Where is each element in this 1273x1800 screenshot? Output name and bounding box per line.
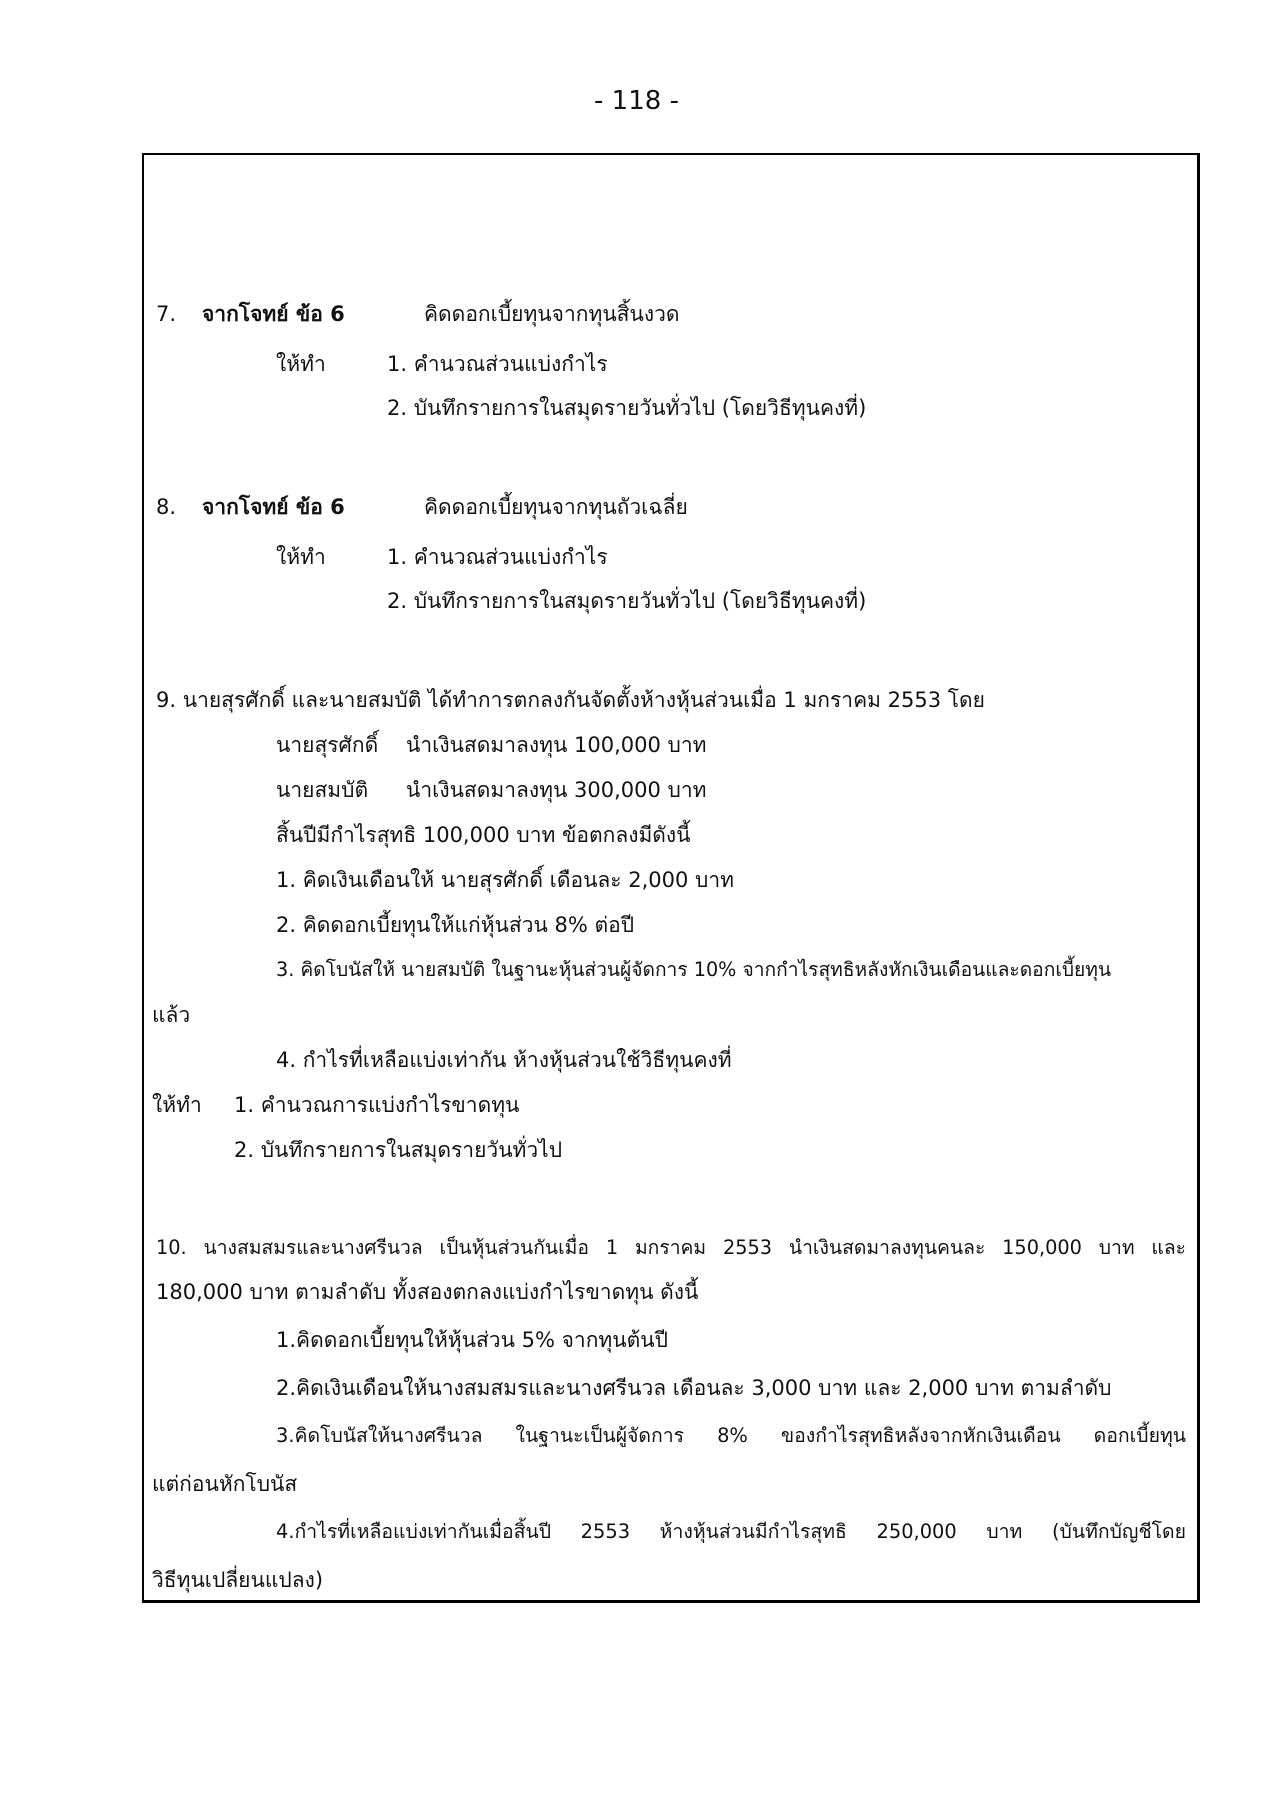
q7-task-1: 1. คำนวณส่วนแบ่งกำไร	[387, 352, 608, 376]
q8-description: คิดดอกเบี้ยทุนจากทุนถัวเฉลี่ย	[424, 495, 688, 519]
q10-term-4: 4.กำไรที่เหลือแบ่งเท่ากันเมื่อสิ้นปี 2553 ห้างหุ้นส่วนมีกำไรสุทธิ 250,000 บาท (บันทึกบัญชีโดย	[276, 1520, 1186, 1543]
q9-term-4: 4. กำไรที่เหลือแบ่งเท่ากัน ห้างหุ้นส่วนใช้วิธีทุนคงที่	[276, 1048, 732, 1072]
q10-intro-line-1: 10. นางสมสมรและนางศรีนวล เป็นหุ้นส่วนกันเมื่อ 1 มกราคม 2553 นำเงินสดมาลงทุนคนละ 150,000 บาท และ	[156, 1236, 1186, 1259]
q9-intro: 9. นายสุรศักดิ์ และนายสมบัติ ได้ทำการตกลงกันจัดตั้งห้างหุ้นส่วนเมื่อ 1 มกราคม 2553 โดย	[156, 688, 985, 712]
q9-term-3-cont: แล้ว	[152, 1003, 191, 1027]
q9-partner2-name: นายสมบัติ	[276, 778, 369, 802]
q9-term-3: 3. คิดโบนัสให้ นายสมบัติ ในฐานะหุ้นส่วนผู้จัดการ 10% จากกำไรสุทธิหลังหักเงินเดือนและดอกเบี้ยทุน	[276, 958, 1112, 981]
q10-intro-line-2: 180,000 บาท ตามลำดับ ทั้งสองตกลงแบ่งกำไรขาดทุน ดังนี้	[156, 1280, 699, 1304]
q10-term-2: 2.คิดเงินเดือนให้นางสมสมรและนางศรีนวล เดือนละ 3,000 บาท และ 2,000 บาท ตามลำดับ	[276, 1376, 1112, 1400]
q10-term-3: 3.คิดโบนัสให้นางศรีนวล ในฐานะเป็นผู้จัดการ 8% ของกำไรสุทธิหลังจากหักเงินเดือน ดอกเบี้ยทุน	[276, 1424, 1186, 1447]
q10-term-3-cont: แต่ก่อนหักโบนัส	[152, 1472, 298, 1496]
q9-task-1: 1. คำนวณการแบ่งกำไรขาดทุน	[234, 1093, 520, 1117]
q8-task-1: 1. คำนวณส่วนแบ่งกำไร	[387, 545, 608, 569]
q9-task-2: 2. บันทึกรายการในสมุดรายวันทั่วไป	[234, 1138, 563, 1162]
q7-number: 7.	[156, 302, 177, 326]
q9-term-2: 2. คิดดอกเบี้ยทุนให้แก่หุ้นส่วน 8% ต่อปี	[276, 913, 635, 937]
q7-task-2: 2. บันทึกรายการในสมุดรายวันทั่วไป (โดยวิธีทุนคงที่)	[387, 396, 867, 420]
q7-reference: จากโจทย์ ข้อ 6	[202, 302, 345, 326]
q9-partner1-capital: นำเงินสดมาลงทุน 100,000 บาท	[406, 733, 707, 757]
exercise-frame	[142, 153, 1200, 1603]
q8-todo-label: ให้ทำ	[276, 545, 326, 569]
q7-todo-label: ให้ทำ	[276, 352, 326, 376]
q8-task-2: 2. บันทึกรายการในสมุดรายวันทั่วไป (โดยวิธีทุนคงที่)	[387, 589, 867, 613]
q8-reference: จากโจทย์ ข้อ 6	[202, 495, 345, 519]
q10-term-4-cont: วิธีทุนเปลี่ยนแปลง)	[152, 1568, 324, 1592]
q9-todo-label: ให้ทำ	[152, 1093, 202, 1117]
q7-description: คิดดอกเบี้ยทุนจากทุนสิ้นงวด	[424, 302, 680, 326]
q9-net-profit: สิ้นปีมีกำไรสุทธิ 100,000 บาท ข้อตกลงมีดังนี้	[276, 823, 691, 847]
q9-term-1: 1. คิดเงินเดือนให้ นายสุรศักดิ์ เดือนละ 2,000 บาท	[276, 868, 735, 892]
page-number: - 118 -	[594, 86, 679, 116]
q8-number: 8.	[156, 495, 177, 519]
q9-partner1-name: นายสุรศักดิ์	[276, 733, 379, 757]
q9-partner2-capital: นำเงินสดมาลงทุน 300,000 บาท	[406, 778, 707, 802]
q10-term-1: 1.คิดดอกเบี้ยทุนให้หุ้นส่วน 5% จากทุนต้นปี	[276, 1328, 668, 1352]
